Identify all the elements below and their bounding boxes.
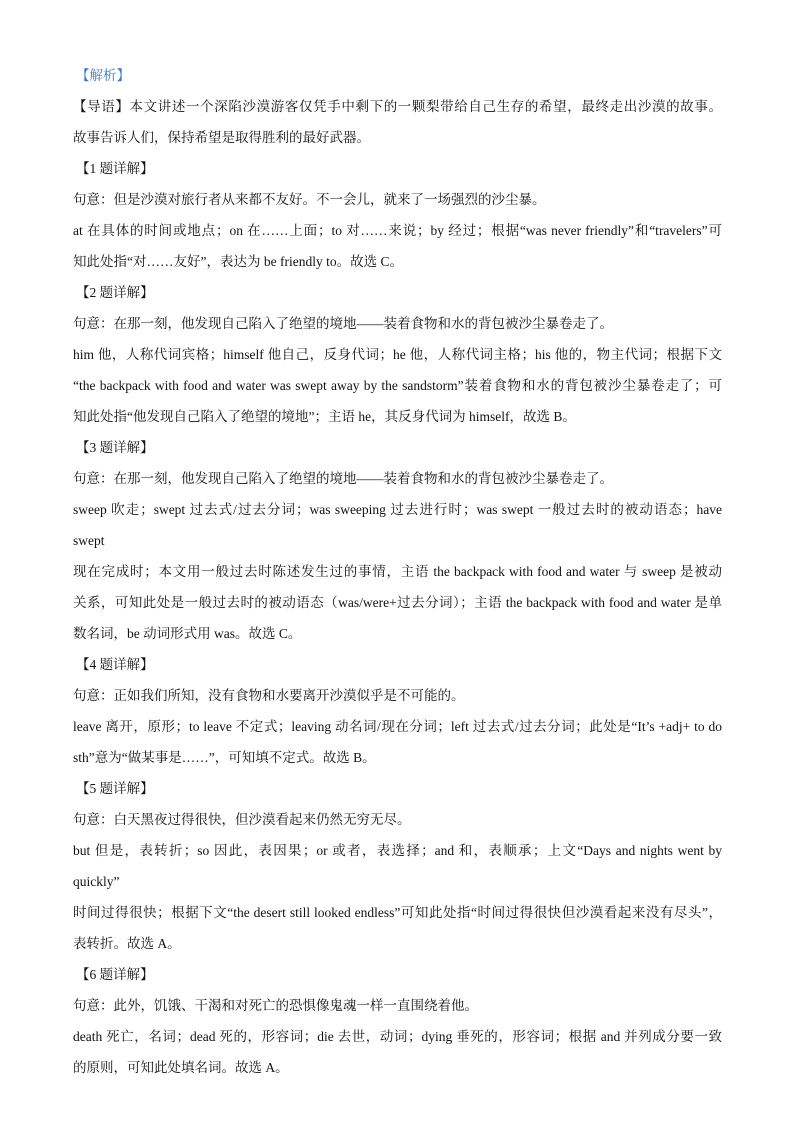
q4-explanation-line: sth”意为“做某事是……”，可知填不定式。故选 B。 bbox=[73, 750, 376, 765]
intro-line: 【导语】本文讲述一个深陷沙漠游客仅凭手中剩下的一颗梨带给自己生存的希望，最终走出沙漠的故事。 bbox=[73, 99, 722, 114]
q5-heading: 【5 题详解】 bbox=[76, 781, 154, 796]
q5-sentence-meaning: 句意：白天黑夜过得很快，但沙漠看起来仍然无穷无尽。 bbox=[73, 812, 411, 827]
q2-explanation-line: 知此处指“他发现自己陷入了绝望的境地”；主语 he，其反身代词为 himself，故选 B。 bbox=[73, 409, 576, 424]
q5-explanation-line: but 但是，表转折；so 因此，表因果；or 或者，表选择；and 和，表顺承；上文“Days and nights went by quickly” bbox=[73, 843, 722, 889]
q1-explanation-line: at 在具体的时间或地点；on 在……上面；to 对……来说；by 经过；根据“was never friendly”和“travelers”可 bbox=[73, 223, 722, 238]
q2-explanation-line: him 他，人称代词宾格；himself 他自己，反身代词；he 他，人称代词主格；his 他的，物主代词；根据下文 bbox=[73, 347, 722, 362]
q2-explanation-line: “the backpack with food and water was swept away by the sandstorm”装着食物和水的背包被沙尘暴卷走了；可 bbox=[73, 378, 722, 393]
q6-heading: 【6 题详解】 bbox=[76, 967, 154, 982]
q1-heading: 【1 题详解】 bbox=[76, 161, 154, 176]
intro-line: 故事告诉人们，保持希望是取得胜利的最好武器。 bbox=[73, 130, 370, 145]
analysis-content bbox=[73, 60, 722, 1083]
q3-sentence-meaning: 句意：在那一刻，他发现自己陷入了绝望的境地——装着食物和水的背包被沙尘暴卷走了。 bbox=[73, 471, 613, 486]
q3-explanation-line: sweep 吹走；swept 过去式/过去分词；was sweeping 过去进行时；was swept 一般过去时的被动语态；have swept bbox=[73, 502, 722, 548]
q4-explanation-line: leave 离开，原形；to leave 不定式；leaving 动名词/现在分词；left 过去式/过去分词；此处是“It’s +adj+ to do bbox=[73, 719, 722, 734]
q1-explanation-line: 知此处指“对……友好”，表达为 be friendly to。故选 C。 bbox=[73, 254, 403, 269]
analysis-label: 【解析】 bbox=[76, 68, 130, 83]
q3-explanation-line: 现在完成时；本文用一般过去时陈述发生过的事情，主语 the backpack with food and water 与 sweep 是被动 bbox=[73, 564, 722, 579]
q5-explanation-line: 表转折。故选 A。 bbox=[73, 936, 181, 951]
q2-heading: 【2 题详解】 bbox=[76, 285, 154, 300]
q3-heading: 【3 题详解】 bbox=[76, 440, 154, 455]
q3-explanation-line: 关系，可知此处是一般过去时的被动语态（was/were+过去分词）；主语 the backpack with food and water 是单 bbox=[73, 595, 722, 610]
q6-explanation-line: death 死亡，名词；dead 死的，形容词；die 去世，动词；dying 垂死的，形容词；根据 and 并列成分要一致 bbox=[73, 1029, 722, 1044]
q2-sentence-meaning: 句意：在那一刻，他发现自己陷入了绝望的境地——装着食物和水的背包被沙尘暴卷走了。 bbox=[73, 316, 613, 331]
q4-heading: 【4 题详解】 bbox=[76, 657, 154, 672]
q6-explanation-line: 的原则，可知此处填名词。故选 A。 bbox=[73, 1060, 289, 1075]
q4-sentence-meaning: 句意：正如我们所知，没有食物和水要离开沙漠似乎是不可能的。 bbox=[73, 688, 465, 703]
q5-explanation-line: 时间过得很快；根据下文“the desert still looked endless”可知此处指“时间过得很快但沙漠看起来没有尽头”， bbox=[73, 905, 722, 920]
q6-sentence-meaning: 句意：此外，饥饿、干渴和对死亡的恐惧像鬼魂一样一直围绕着他。 bbox=[73, 998, 478, 1013]
q3-explanation-line: 数名词，be 动词形式用 was。故选 C。 bbox=[73, 626, 302, 641]
q1-sentence-meaning: 句意：但是沙漠对旅行者从来都不友好。不一会儿，就来了一场强烈的沙尘暴。 bbox=[73, 192, 546, 207]
